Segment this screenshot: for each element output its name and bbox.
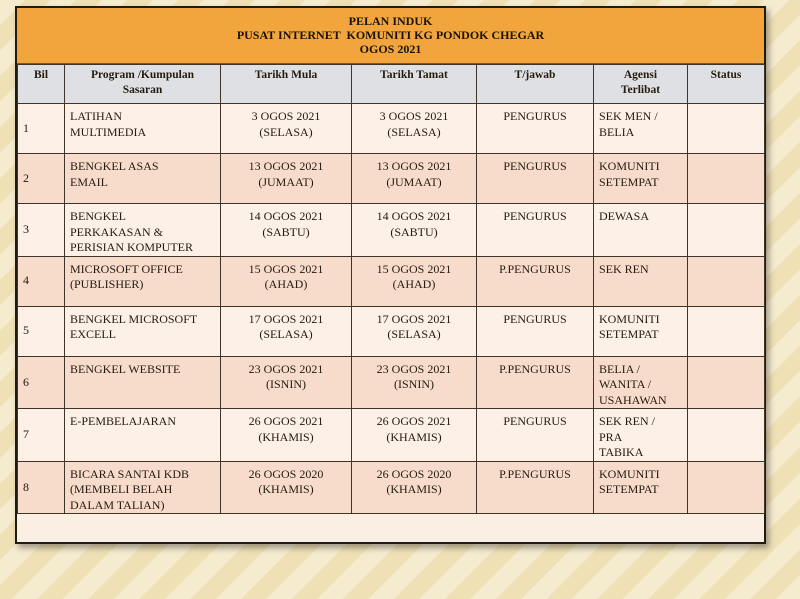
table-row <box>18 204 765 257</box>
cell-program: BENGKEL ASAS EMAIL <box>65 154 221 204</box>
cell-agensi: KOMUNITI SETEMPAT <box>594 154 688 204</box>
table-row <box>18 306 765 356</box>
table-row <box>18 104 765 154</box>
cell-agensi: SEK REN / PRA TABIKA <box>594 409 688 462</box>
cell-bil: 5 <box>18 306 65 356</box>
cell-tjawab: PENGURUS <box>477 154 594 204</box>
cell-tarikh-mula: 15 OGOS 2021 (AHAD) <box>221 256 352 306</box>
cell-status <box>688 356 765 409</box>
col-header-status: Status <box>688 65 765 104</box>
table-row <box>18 154 765 204</box>
col-header-bil: Bil <box>18 65 65 104</box>
cell-bil: 7 <box>18 409 65 462</box>
cell-bil: 8 <box>18 461 65 514</box>
cell-agensi: SEK MEN / BELIA <box>594 104 688 154</box>
cell-bil: 1 <box>18 104 65 154</box>
cell-status <box>688 461 765 514</box>
cell-agensi: KOMUNITI SETEMPAT <box>594 306 688 356</box>
cell-status <box>688 104 765 154</box>
table-row <box>18 356 765 409</box>
cell-program: BENGKEL MICROSOFT EXCELL <box>65 306 221 356</box>
cell-tjawab: P.PENGURUS <box>477 356 594 409</box>
cell-tarikh-mula: 23 OGOS 2021 (ISNIN) <box>221 356 352 409</box>
table-row <box>18 256 765 306</box>
cell-agensi: SEK REN <box>594 256 688 306</box>
cell-tarikh-mula: 26 OGOS 2020 (KHAMIS) <box>221 461 352 514</box>
cell-bil: 6 <box>18 356 65 409</box>
cell-tarikh-tamat: 15 OGOS 2021 (AHAD) <box>352 256 477 306</box>
cell-agensi: BELIA / WANITA / USAHAWAN <box>594 356 688 409</box>
cell-tjawab: PENGURUS <box>477 306 594 356</box>
col-header-tjawab: T/jawab <box>477 65 594 104</box>
title-line-1: PELAN INDUK <box>348 14 433 28</box>
cell-tarikh-tamat: 26 OGOS 2021 (KHAMIS) <box>352 409 477 462</box>
cell-program: BICARA SANTAI KDB (MEMBELI BELAH DALAM TALIAN) <box>65 461 221 514</box>
cell-bil: 3 <box>18 204 65 257</box>
cell-program: BENGKEL WEBSITE <box>65 356 221 409</box>
table-row <box>18 461 765 514</box>
title-line-3: OGOS 2021 <box>359 42 422 56</box>
cell-tarikh-mula: 13 OGOS 2021 (JUMAAT) <box>221 154 352 204</box>
cell-program: MICROSOFT OFFICE (PUBLISHER) <box>65 256 221 306</box>
cell-bil: 4 <box>18 256 65 306</box>
cell-tarikh-mula: 17 OGOS 2021 (SELASA) <box>221 306 352 356</box>
col-header-tarikh-tamat: Tarikh Tamat <box>352 65 477 104</box>
cell-tarikh-tamat: 17 OGOS 2021 (SELASA) <box>352 306 477 356</box>
cell-status <box>688 256 765 306</box>
cell-status <box>688 306 765 356</box>
cell-tarikh-tamat: 26 OGOS 2020 (KHAMIS) <box>352 461 477 514</box>
cell-tarikh-tamat: 3 OGOS 2021 (SELASA) <box>352 104 477 154</box>
cell-agensi: DEWASA <box>594 204 688 257</box>
col-header-tarikh-mula: Tarikh Mula <box>221 65 352 104</box>
cell-tjawab: PENGURUS <box>477 204 594 257</box>
cell-tjawab: PENGURUS <box>477 409 594 462</box>
cell-tjawab: P.PENGURUS <box>477 461 594 514</box>
master-plan-sheet <box>15 6 766 544</box>
cell-tjawab: PENGURUS <box>477 104 594 154</box>
cell-program: LATIHAN MULTIMEDIA <box>65 104 221 154</box>
cell-program: E-PEMBELAJARAN <box>65 409 221 462</box>
col-header-agensi: Agensi Terlibat <box>594 65 688 104</box>
cell-status <box>688 409 765 462</box>
cell-tarikh-tamat: 13 OGOS 2021 (JUMAAT) <box>352 154 477 204</box>
cell-program: BENGKEL PERKAKASAN & PERISIAN KOMPUTER <box>65 204 221 257</box>
title-line-2: PUSAT INTERNET KOMUNITI KG PONDOK CHEGAR <box>236 28 545 42</box>
table-row <box>18 409 765 462</box>
cell-status <box>688 154 765 204</box>
col-header-program: Program /Kumpulan Sasaran <box>65 65 221 104</box>
cell-tarikh-tamat: 14 OGOS 2021 (SABTU) <box>352 204 477 257</box>
cell-bil: 2 <box>18 154 65 204</box>
cell-tarikh-tamat: 23 OGOS 2021 (ISNIN) <box>352 356 477 409</box>
cell-tarikh-mula: 14 OGOS 2021 (SABTU) <box>221 204 352 257</box>
cell-tjawab: P.PENGURUS <box>477 256 594 306</box>
title-bar <box>17 8 764 64</box>
schedule-table <box>17 64 765 514</box>
cell-status <box>688 204 765 257</box>
cell-tarikh-mula: 3 OGOS 2021 (SELASA) <box>221 104 352 154</box>
cell-tarikh-mula: 26 OGOS 2021 (KHAMIS) <box>221 409 352 462</box>
header-row <box>18 65 765 104</box>
cell-agensi: KOMUNITI SETEMPAT <box>594 461 688 514</box>
